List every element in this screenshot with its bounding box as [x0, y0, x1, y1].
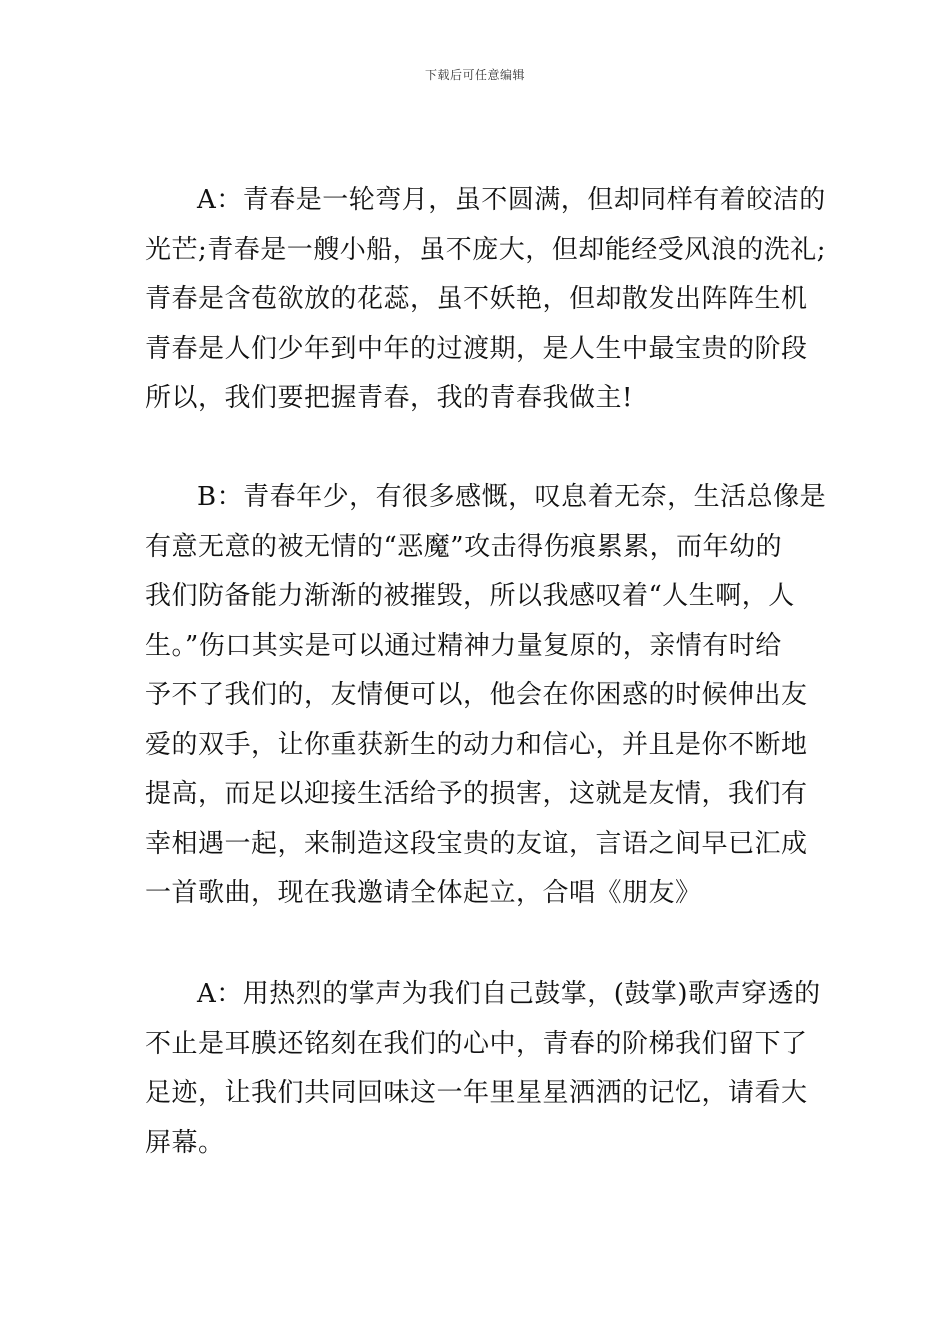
- paragraph-line: 光芒;青春是一艘小船，虽不庞大，但却能经受风浪的洗礼;: [145, 234, 827, 265]
- paragraph-2: [145, 473, 827, 919]
- paragraph-line: 一首歌曲，现在我邀请全体起立，合唱《朋友》: [145, 878, 702, 908]
- paragraph-line: 青春是含苞欲放的花蕊，虽不妖艳，但却散发出阵阵生机: [145, 284, 808, 314]
- header-note: 下载后可任意编辑: [424, 68, 525, 82]
- paragraph-line: 提高，而足以迎接生活给予的损害，这就是友情，我们有: [145, 779, 808, 809]
- paragraph-line: 足迹，让我们共同回味这一年里星星洒洒的记忆，请看大: [145, 1078, 808, 1108]
- paragraph-line: 不止是耳膜还铭刻在我们的心中，青春的阶梯我们留下了: [145, 1028, 808, 1059]
- paragraph-3: [145, 970, 821, 1168]
- paragraph-line: 幸相遇一起，来制造这段宝贵的友谊，言语之间早已汇成: [145, 828, 808, 859]
- paragraph-line: 生。”伤口其实是可以通过精神力量复原的，亲情有时给: [145, 630, 782, 661]
- paragraph-line: 爱的双手，让你重获新生的动力和信心，并且是你不断地: [145, 729, 808, 760]
- paragraph-1: [145, 176, 827, 424]
- paragraph-line: A：青春是一轮弯月，虽不圆满，但却同样有着皎洁的: [197, 185, 826, 215]
- paragraph-line: B：青春年少，有很多感慨，叹息着无奈，生活总像是: [197, 482, 827, 512]
- paragraph-line: 予不了我们的，友情便可以，他会在你困惑的时候伸出友: [145, 680, 808, 710]
- paragraph-line: 屏幕。: [145, 1127, 225, 1158]
- paragraph-line: 所以，我们要把握青春，我的青春我做主!: [145, 383, 633, 413]
- paragraph-line: A：用热烈的掌声为我们自己鼓掌，(鼓掌)歌声穿透的: [197, 979, 821, 1009]
- paragraph-line: 青春是人们少年到中年的过渡期，是人生中最宝贵的阶段: [145, 333, 808, 364]
- paragraph-line: 有意无意的被无情的“恶魔”攻击得伤痕累累，而年幼的: [145, 531, 783, 562]
- paragraph-line: 我们防备能力渐渐的被摧毁，所以我感叹着“人生啊，人: [145, 581, 795, 611]
